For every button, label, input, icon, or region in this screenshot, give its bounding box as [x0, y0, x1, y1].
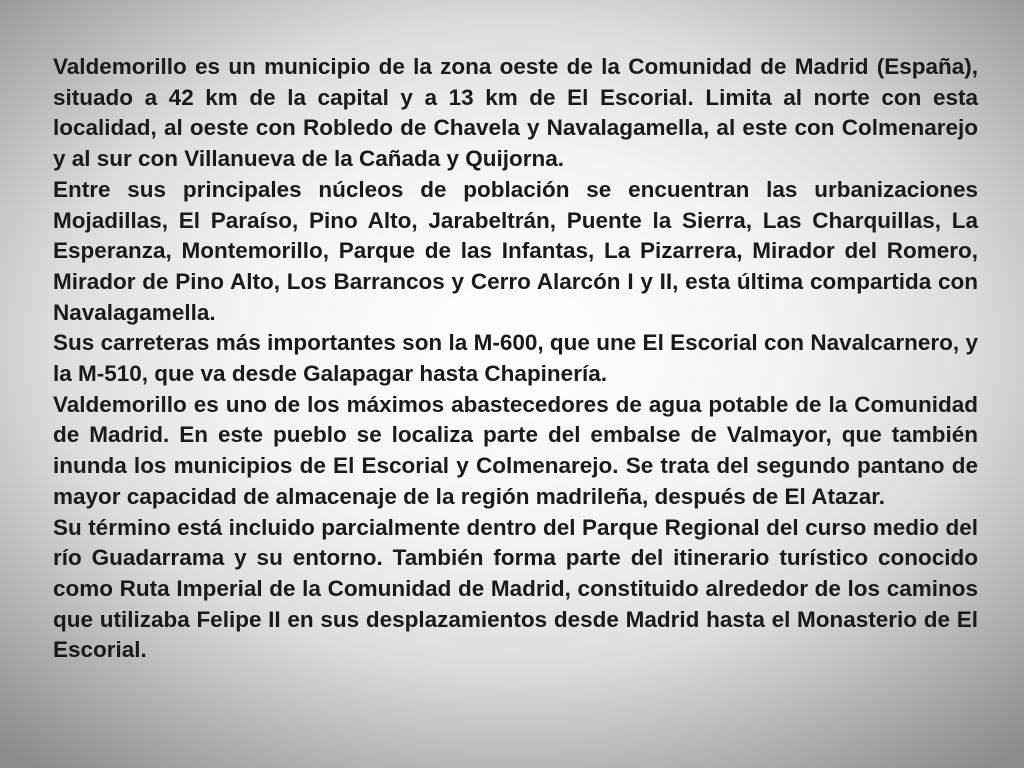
paragraph-location: Valdemorillo es un municipio de la zona oeste de la Comunidad de Madrid (España), situado a 42 km de la capital y a 13 km de El Escorial. Limita al norte con esta localidad, al oeste con Robledo de Chavela y Navalagamella, al este con Colmenarejo y al sur con Villanueva de la Cañada y Quijorna.	[53, 54, 978, 172]
paragraph-population-centers: Entre sus principales núcleos de población se encuentran las urbanizaciones Mojadillas, El Paraíso, Pino Alto, Jarabeltrán, Puente la Sierra, Las Charquillas, La Esperanza, Montemorillo, Parque de las Infantas, La Pizarrera, Mirador del Romero, Mirador de Pino Alto, Los Barrancos y Cerro Alarcón I y II, esta última compartida con Navalagamella.	[53, 176, 978, 325]
slide-body-text	[53, 52, 978, 666]
paragraph-water-supply: Valdemorillo es uno de los máximos abastecedores de agua potable de la Comunidad de Madrid. En este pueblo se localiza parte del embalse de Valmayor, que también inunda los municipios de El Escorial y Colmenarejo. Se trata del segundo pantano de mayor capacidad de almacenaje de la región madrileña, después de El Atazar.	[53, 391, 978, 509]
paragraph-regional-park: Su término está incluido parcialmente dentro del Parque Regional del curso medio del río Guadarrama y su entorno. También forma parte del itinerario turístico conocido como Ruta Imperial de la Comunidad de Madrid, constituido alrededor de los caminos que utilizaba Felipe II en sus desplazamientos desde Madrid hasta el Monasterio de El Escorial.	[53, 514, 978, 663]
paragraph-roads: Sus carreteras más importantes son la M-600, que une El Escorial con Navalcarnero, y la M-510, que va desde Galapagar hasta Chapinería.	[53, 330, 978, 387]
